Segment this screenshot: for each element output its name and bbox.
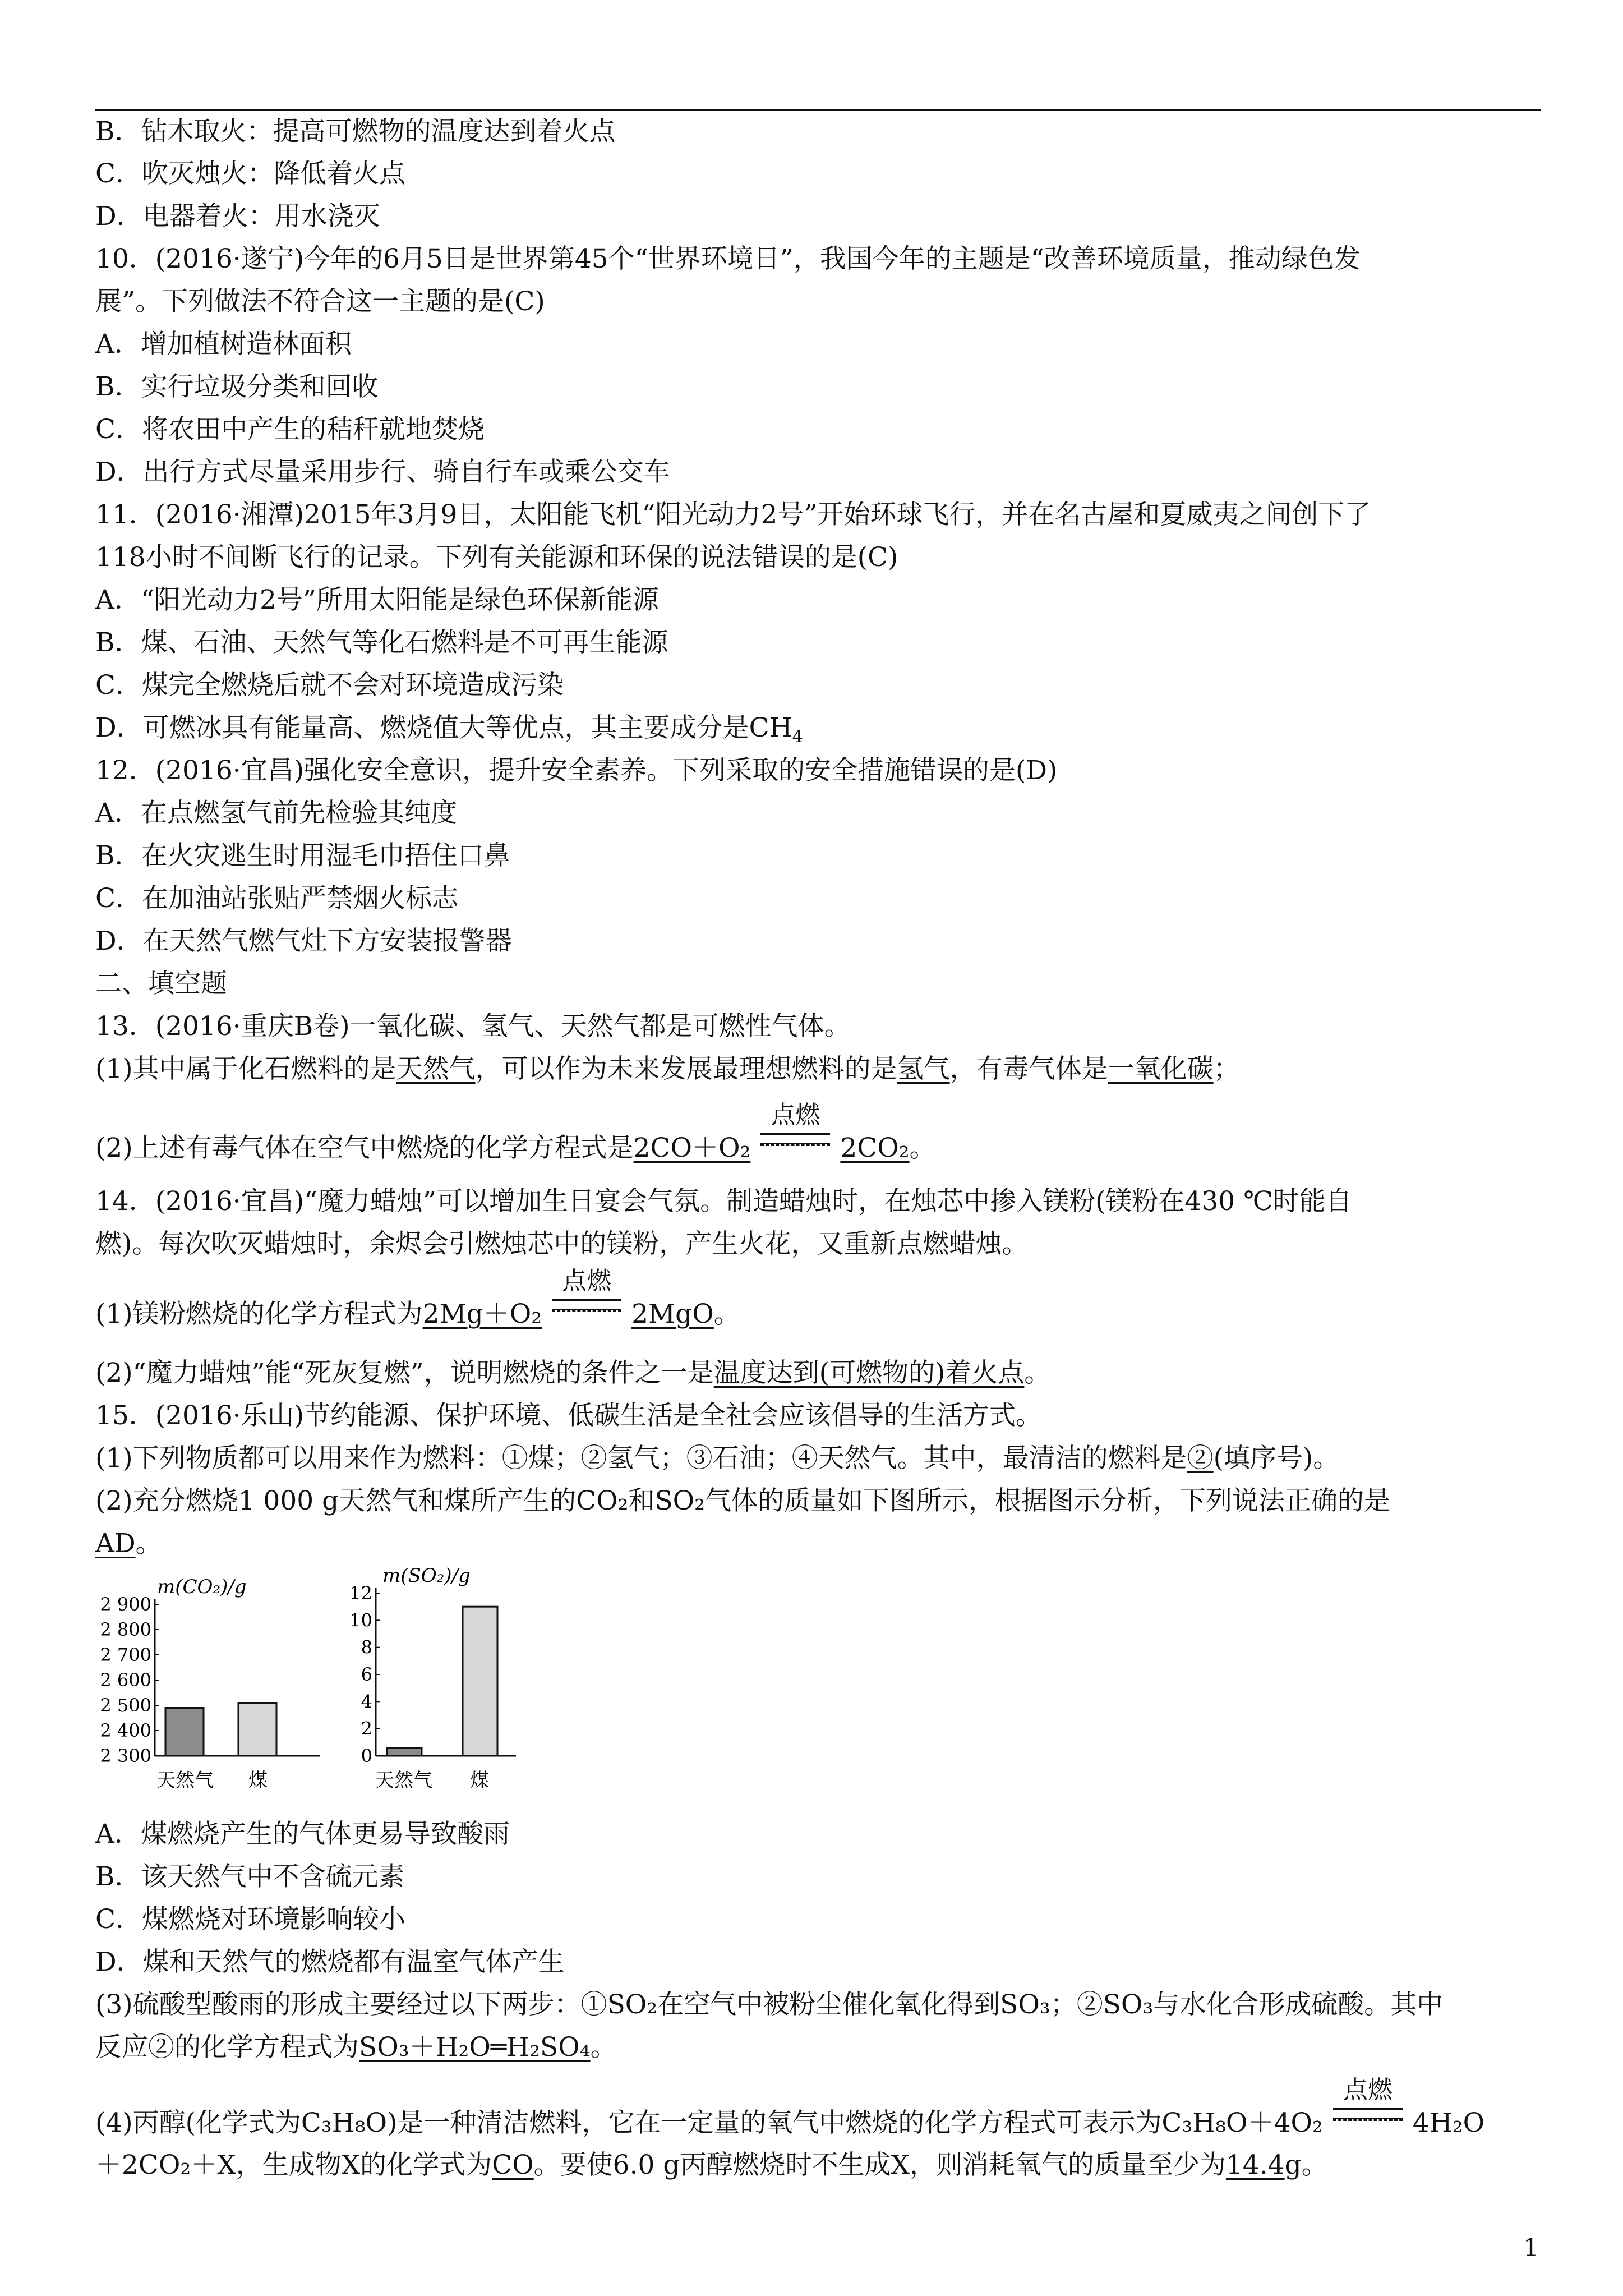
answer: 2MgO [631, 1299, 714, 1329]
section-heading: 二、填空题 [95, 968, 227, 999]
y-tick-label: 2 600 [100, 1669, 151, 1691]
y-tick-label: 2 [361, 1718, 372, 1740]
text-line: (3)硫酸型酸雨的形成主要经过以下两步：①SO₂在空气中被粉尘催化氧化得到SO₃；②SO₃与水化合形成硫酸。其中 [95, 1989, 1444, 2020]
text-line: (1)其中属于化石燃料的是天然气，可以作为未来发展最理想燃料的是氢气，有毒气体是一氧化碳； [95, 1053, 1240, 1084]
question-14: 14．(2016·宜昌)“魔力蜡烛”可以增加生日宴会气氛。制造蜡烛时，在烛芯中掺入镁粉(镁粉在430 ℃时能自 [95, 1186, 1352, 1217]
so2-bar-chart [331, 1559, 533, 1806]
y-tick-label: 2 700 [100, 1644, 151, 1665]
text-line: 118小时不间断飞行的记录。下列有关能源和环保的说法错误的是(C) [95, 542, 898, 573]
answer: 天然气 [396, 1053, 476, 1084]
y-tick-label: 2 400 [100, 1720, 151, 1741]
text-line: ＋2CO₂＋X，生成物X的化学式为CO。要使6.0 g丙醇燃烧时不生成X，则消耗氧气的质量至少为14.4g。 [95, 2150, 1328, 2180]
question-12: 12．(2016·宜昌)强化安全意识，提升安全素养。下列采取的安全措施错误的是(D) [95, 755, 1058, 786]
bar-1 [463, 1607, 497, 1756]
reaction-arrow: 点燃 [756, 1123, 834, 1157]
option-a: A．增加植树造林面积 [95, 329, 352, 360]
y-tick-label: 2 500 [100, 1695, 151, 1716]
y-axis-label: m(SO₂)/g [382, 1565, 471, 1587]
text-line: (1)下列物质都可以用来作为燃料：①煤；②氢气；③石油；④天然气。其中，最清洁的燃料是②(填序号)。 [95, 1443, 1340, 1474]
option-b: B．实行垃圾分类和回收 [95, 371, 379, 402]
y-tick-label: 4 [361, 1691, 372, 1713]
x-tick-label: 煤 [248, 1769, 268, 1792]
answer: SO₃＋H₂O═H₂SO₄ [359, 2032, 591, 2063]
option-d: D．在天然气燃气灶下方安装报警器 [95, 926, 512, 956]
co2-bar-chart [95, 1571, 331, 1806]
answer: 氢气 [897, 1053, 950, 1084]
option-c: C．在加油站张贴严禁烟火标志 [95, 883, 458, 914]
question-13: 13．(2016·重庆B卷)一氧化碳、氢气、天然气都是可燃性气体。 [95, 1011, 851, 1042]
option-b: B．该天然气中不含硫元素 [95, 1861, 405, 1892]
option-a: A．煤燃烧产生的气体更易导致酸雨 [95, 1819, 510, 1849]
page-number: 1 [1523, 2234, 1539, 2262]
y-tick-label: 12 [349, 1582, 372, 1604]
text-line: (2)充分燃烧1 000 g天然气和煤所产生的CO₂和SO₂气体的质量如下图所示，根据图示分析，下列说法正确的是 [95, 1485, 1391, 1516]
x-tick-label: 天然气 [156, 1769, 214, 1792]
text-line: 展”。下列做法不符合这一主题的是(C) [95, 286, 545, 317]
option-c: C．将农田中产生的秸秆就地焚烧 [95, 414, 485, 445]
bar-1 [238, 1703, 276, 1756]
text-line: B．钻木取火：提高可燃物的温度达到着火点 [95, 116, 616, 147]
reaction-arrow: 点燃 [547, 1289, 626, 1323]
text-line: (2)“魔力蜡烛”能“死灰复燃”，说明燃烧的条件之一是温度达到(可燃物的)着火点。 [95, 1358, 1051, 1388]
answer: 温度达到(可燃物的)着火点 [713, 1358, 1025, 1388]
question-15: 15．(2016·乐山)节约能源、保护环境、低碳生活是全社会应该倡导的生活方式。 [95, 1400, 1043, 1431]
option-b: B．在火灾逃生时用湿毛巾捂住口鼻 [95, 840, 510, 871]
bar-0 [165, 1708, 204, 1756]
y-tick-label: 2 300 [100, 1745, 151, 1766]
x-tick-label: 天然气 [375, 1769, 432, 1792]
equation-line: (4)丙醇(化学式为C₃H₈O)是一种清洁燃料，它在一定量的氧气中燃烧的化学方程式可表示为C₃H₈O＋4O₂ 点燃 4H₂O [95, 2076, 1485, 2138]
option-a: A．“阳光动力2号”所用太阳能是绿色环保新能源 [95, 585, 659, 615]
equation-line: (1)镁粉燃烧的化学方程式为2Mg＋O₂ 点燃 2MgO。 [95, 1267, 740, 1329]
option-c: C．煤完全燃烧后就不会对环境造成污染 [95, 670, 564, 701]
y-tick-label: 0 [361, 1745, 372, 1766]
y-tick-label: 10 [349, 1609, 372, 1631]
text-line: D．电器着火：用水浇灭 [95, 201, 380, 232]
top-rule [95, 109, 1541, 111]
option-d: D．可燃冰具有能量高、燃烧值大等优点，其主要成分是$CH_4$ [95, 712, 803, 747]
option-a: A．在点燃氢气前先检验其纯度 [95, 798, 457, 829]
y-tick-label: 8 [361, 1636, 372, 1658]
text-line: 反应②的化学方程式为SO₃＋H₂O═H₂SO₄。 [95, 2032, 617, 2063]
answer: 2CO₂ [840, 1133, 910, 1163]
question-10: 10．(2016·遂宁)今年的6月5日是世界第45个“世界环境日”，我国今年的主题是“改善环境质量，推动绿色发 [95, 243, 1361, 274]
reaction-arrow: 点燃 [1329, 2098, 1407, 2132]
option-d: D．煤和天然气的燃烧都有温室气体产生 [95, 1947, 565, 1977]
equation-line: (2)上述有毒气体在空气中燃烧的化学方程式是2CO＋O₂ 点燃 2CO₂。 [95, 1101, 936, 1163]
option-c: C．煤燃烧对环境影响较小 [95, 1904, 405, 1935]
answer: ② [1187, 1443, 1214, 1474]
answer: 14.4 [1225, 2150, 1285, 2180]
option-d: D．出行方式尽量采用步行、骑自行车或乘公交车 [95, 457, 670, 487]
text-line: AD。 [95, 1528, 162, 1559]
text-line: C．吹灭烛火：降低着火点 [95, 158, 405, 189]
y-axis-label: m(CO₂)/g [157, 1576, 247, 1598]
text-line: 燃)。每次吹灭蜡烛时，余烬会引燃烛芯中的镁粉，产生火花，又重新点燃蜡烛。 [95, 1228, 1029, 1259]
answer: 一氧化碳 [1108, 1053, 1214, 1084]
y-tick-label: 2 900 [100, 1594, 151, 1615]
question-11: 11．(2016·湘潭)2015年3月9日，太阳能飞机“阳光动力2号”开始环球飞行，并在名古屋和夏威夷之间创下了 [95, 499, 1371, 530]
answer: 2CO＋O₂ [633, 1133, 751, 1163]
answer: CO [492, 2150, 534, 2180]
option-b: B．煤、石油、天然气等化石燃料是不可再生能源 [95, 627, 668, 658]
x-tick-label: 煤 [470, 1769, 489, 1792]
answer: AD [95, 1528, 136, 1559]
y-tick-label: 2 800 [100, 1619, 151, 1640]
bar-0 [387, 1748, 422, 1756]
answer: 2Mg＋O₂ [422, 1299, 542, 1329]
y-tick-label: 6 [361, 1664, 372, 1685]
